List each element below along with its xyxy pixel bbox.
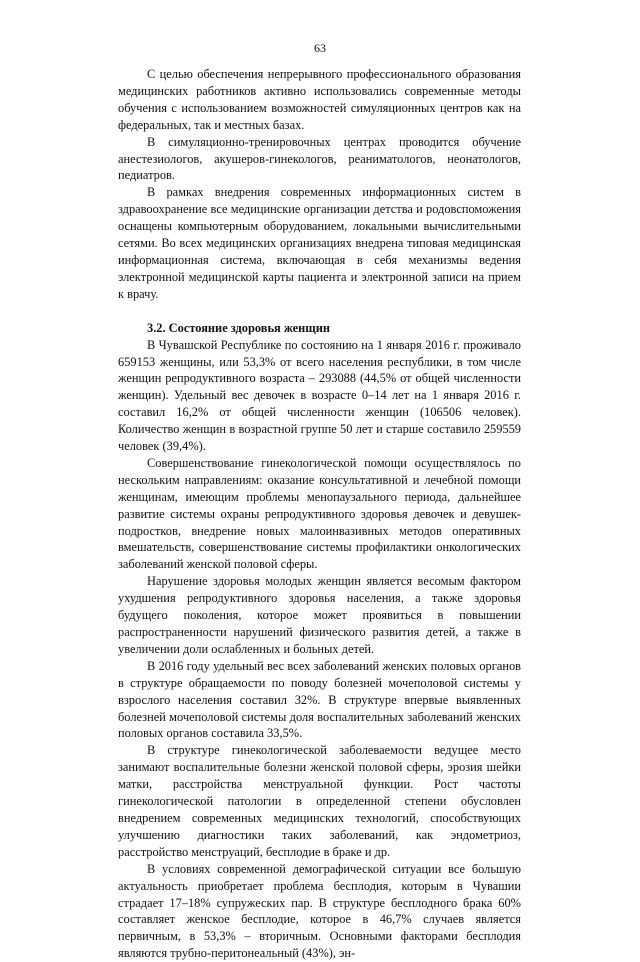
page-number: 63 xyxy=(314,41,326,55)
paragraph: В структуре гинекологической заболеваемости ведущее место занимают воспалительные болезни женской половой сферы, эрозия шейки матки, расстройства менструальной функции. Рост частоты гинекологической патологии в определенной степени обусловлен внедрением современных медицинских технологий, способствующих улучшению диагностики таких заболеваний, как эндометриоз, расстройство менструаций, бесплодие в браке и др. xyxy=(118,743,521,859)
section-block xyxy=(118,337,521,962)
paragraph: В симуляционно-тренировочных центрах проводится обучение анестезиологов, акушеров-гинекологов, реаниматологов, неонатологов, педиатров. xyxy=(118,134,521,183)
paragraph: Нарушение здоровья молодых женщин является весомым фактором ухудшения репродуктивного здоровья населения, а также здоровья будущего поколения, которое может проявиться в повышении распространенности нарушений физического развития детей, а также в увеличении доли ослабленных и больных детей. xyxy=(118,574,521,656)
paragraph: В условиях современной демографической ситуации все большую актуальность приобретает проблема бесплодия, которым в Чувашии страдает 17–18% супружеских пар. В структуре бесплодного брака 60% составляет женское бесплодие, которое в 46,7% случаев является первичным, в 53,3% – вторичным. Основными факторами бесплодия являются трубно-перитонеальный (43%), эн- xyxy=(118,861,521,961)
paragraph: В Чувашской Республике по состоянию на 1 января 2016 г. проживало 659153 женщины, или 53,3% от всего населения республики, в том числе женщин репродуктивного возраста – 293088 (44,5% от общей численности женщин). Удельный вес девочек в возрасте 0–14 лет на 1 января 2016 г. составил 16,2% от общей численности женщин (106506 человек). Количество женщин в возрастной группе 50 лет и старше составило 259559 человек (39,4%). xyxy=(118,337,521,454)
page-body xyxy=(118,66,521,962)
intro-block xyxy=(118,66,521,303)
paragraph: С целью обеспечения непрерывного профессионального образования медицинских работников активно использовались современные методы обучения с использованием возможностей симуляционных центров как на федеральных, так и местных базах. xyxy=(118,67,521,132)
section-heading: 3.2. Состояние здоровья женщин xyxy=(147,320,331,335)
paragraph: В 2016 году удельный вес всех заболеваний женских половых органов в структуре обращаемости по поводу болезней мочеполовой системы у взрослого населения составил 32%. В структуре впервые выявленных болезней мочеполовой системы доля воспалительных заболеваний женских половых органов составила 33,5%. xyxy=(118,658,521,741)
section-gap xyxy=(118,303,521,320)
paragraph: В рамках внедрения современных информационных систем в здравоохранение все медицинские организации детства и родовспоможения оснащены компьютерным оборудованием, локальными вычислительными сетями. Во всех медицинских организациях внедрена типовая медицинская информационная система, включающая в себя механизмы ведения электронной медицинской карты пациента и электронной записи на прием к врачу. xyxy=(118,185,521,301)
paragraph: Совершенствование гинекологической помощи осуществлялось по нескольким направлениям: оказание консультативной и лечебной помощи женщинам, имеющим проблемы менопаузального периода, дальнейшее развитие системы охраны репродуктивного здоровья девочек и девушек-подростков, внедрение новых малоинвазивных методов оперативных вмешательств, совершенствование системы профилактики онкологических заболеваний женской половой сферы. xyxy=(118,455,521,572)
